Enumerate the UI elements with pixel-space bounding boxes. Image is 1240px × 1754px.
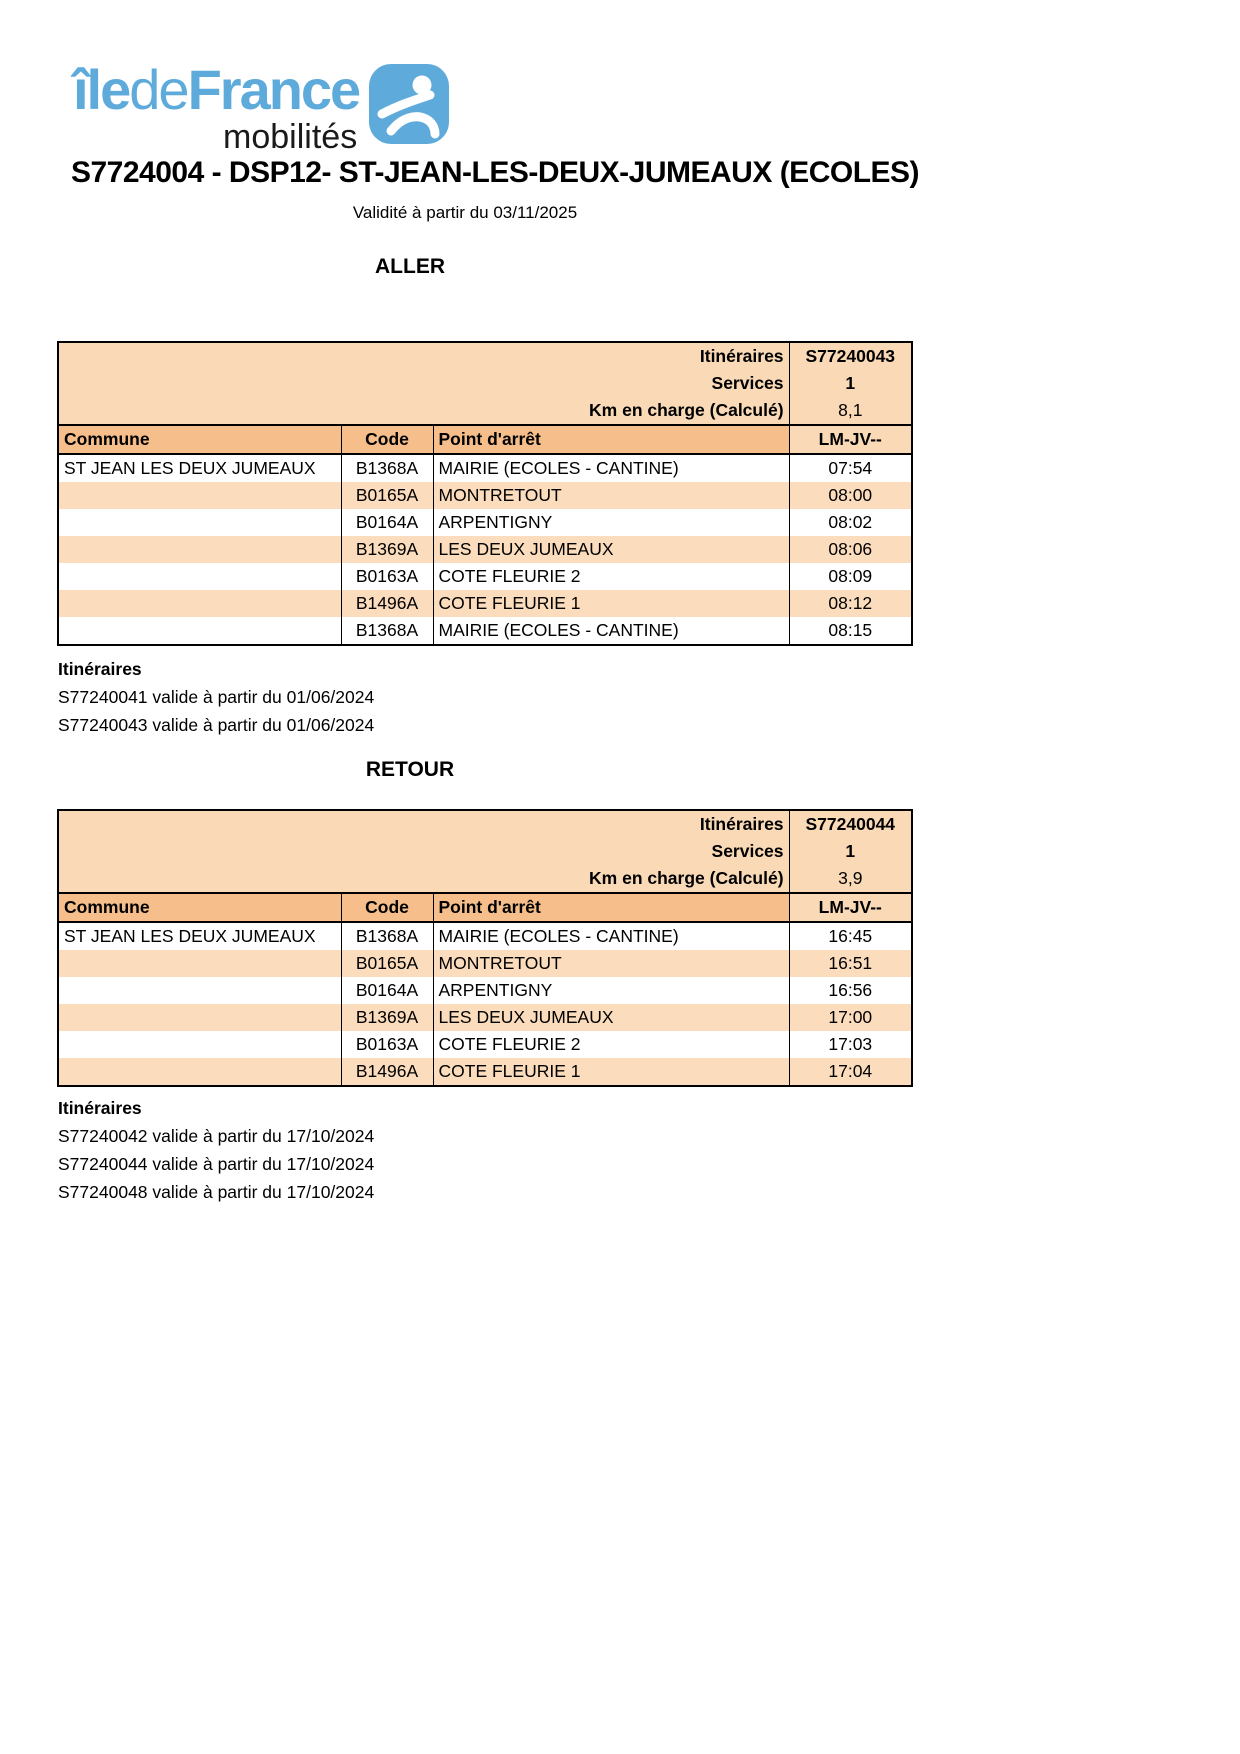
cell-commune	[58, 1058, 341, 1086]
itineraires-notes	[58, 683, 374, 739]
cell-commune	[58, 1004, 341, 1031]
table-row	[58, 950, 912, 977]
column-header-commune: Commune	[58, 893, 341, 922]
cell-time: 08:15	[789, 617, 912, 645]
table-row	[58, 536, 912, 563]
services-value: 1	[845, 373, 856, 393]
cell-code: B1496A	[341, 590, 433, 617]
cell-commune	[58, 482, 341, 509]
cell-stop: LES DEUX JUMEAUX	[433, 536, 789, 563]
table-row	[58, 563, 912, 590]
cell-time: 17:04	[789, 1058, 912, 1086]
cell-stop: MONTRETOUT	[433, 482, 789, 509]
column-header-days: LM-JV--	[789, 893, 912, 922]
cell-code: B0165A	[341, 950, 433, 977]
cell-time: 08:09	[789, 563, 912, 590]
retour-column-header-row	[58, 893, 912, 922]
meta-values-cell	[789, 342, 912, 425]
cell-code: B1369A	[341, 536, 433, 563]
cell-stop: LES DEUX JUMEAUX	[433, 1004, 789, 1031]
meta-label-km: Km en charge (Calculé)	[589, 868, 784, 888]
cell-time: 08:00	[789, 482, 912, 509]
cell-commune: ST JEAN LES DEUX JUMEAUX	[58, 454, 341, 482]
meta-labels-cell	[58, 810, 789, 893]
cell-time: 08:06	[789, 536, 912, 563]
cell-commune	[58, 536, 341, 563]
cell-time: 17:03	[789, 1031, 912, 1058]
retour-itineraires-block	[58, 1094, 374, 1206]
km-value: 8,1	[838, 400, 863, 420]
cell-commune	[58, 617, 341, 645]
cell-code: B0164A	[341, 509, 433, 536]
table-row	[58, 590, 912, 617]
itineraire-note: S77240042 valide à partir du 17/10/2024	[58, 1126, 375, 1146]
itineraires-heading: Itinéraires	[58, 659, 142, 679]
itineraire-value: S77240044	[805, 814, 896, 834]
cell-time: 07:54	[789, 454, 912, 482]
table-row	[58, 454, 912, 482]
cell-code: B0163A	[341, 563, 433, 590]
itineraire-note: S77240048 valide à partir du 17/10/2024	[58, 1182, 375, 1202]
cell-stop: MONTRETOUT	[433, 950, 789, 977]
logo-wordmark	[73, 58, 360, 156]
meta-label-km: Km en charge (Calculé)	[589, 400, 784, 420]
itineraires-heading: Itinéraires	[58, 1098, 142, 1118]
cell-code: B1368A	[341, 454, 433, 482]
column-header-code: Code	[341, 425, 433, 454]
cell-commune: ST JEAN LES DEUX JUMEAUX	[58, 922, 341, 950]
cell-code: B1368A	[341, 922, 433, 950]
validity-subtitle: Validité à partir du 03/11/2025	[352, 203, 578, 222]
cell-stop: COTE FLEURIE 1	[433, 590, 789, 617]
column-header-commune: Commune	[58, 425, 341, 454]
idf-mobilites-person-icon	[369, 64, 449, 144]
table-row	[58, 1031, 912, 1058]
cell-stop: COTE FLEURIE 1	[433, 1058, 789, 1086]
cell-time: 16:56	[789, 977, 912, 1004]
cell-commune	[58, 590, 341, 617]
itineraire-value: S77240043	[805, 346, 896, 366]
cell-commune	[58, 950, 341, 977]
retour-meta-row	[58, 810, 912, 893]
cell-commune	[58, 1031, 341, 1058]
cell-stop: ARPENTIGNY	[433, 509, 789, 536]
cell-stop: MAIRIE (ECOLES - CANTINE)	[433, 617, 789, 645]
logo-mobilites-text: mobilités	[223, 118, 358, 156]
meta-values-cell	[789, 810, 912, 893]
cell-time: 08:02	[789, 509, 912, 536]
table-row	[58, 1058, 912, 1086]
meta-label-services: Services	[711, 373, 784, 393]
cell-time: 17:00	[789, 1004, 912, 1031]
meta-label-itineraires: Itinéraires	[699, 814, 784, 834]
cell-time: 08:12	[789, 590, 912, 617]
logo-de-text: de	[129, 58, 188, 121]
table-row	[58, 1004, 912, 1031]
column-header-point-arret: Point d'arrêt	[433, 893, 789, 922]
cell-code: B0164A	[341, 977, 433, 1004]
km-value: 3,9	[838, 868, 863, 888]
table-row	[58, 977, 912, 1004]
cell-stop: COTE FLEURIE 2	[433, 563, 789, 590]
cell-commune	[58, 977, 341, 1004]
column-header-point-arret: Point d'arrêt	[433, 425, 789, 454]
itineraire-note: S77240044 valide à partir du 17/10/2024	[58, 1154, 375, 1174]
cell-commune	[58, 509, 341, 536]
logo-brand-line	[73, 58, 360, 121]
services-value: 1	[845, 841, 856, 861]
aller-table-body	[58, 454, 912, 645]
aller-meta-row	[58, 342, 912, 425]
meta-label-services: Services	[711, 841, 784, 861]
section-heading-retour: RETOUR	[365, 758, 455, 781]
cell-code: B1369A	[341, 1004, 433, 1031]
table-row	[58, 482, 912, 509]
logo-ile-text: île	[73, 58, 130, 121]
table-row	[58, 509, 912, 536]
retour-table-body	[58, 922, 912, 1086]
itineraires-notes	[58, 1122, 374, 1206]
aller-column-header-row	[58, 425, 912, 454]
cell-time: 16:45	[789, 922, 912, 950]
cell-stop: MAIRIE (ECOLES - CANTINE)	[433, 922, 789, 950]
column-header-code: Code	[341, 893, 433, 922]
section-heading-aller: ALLER	[375, 255, 445, 278]
ile-de-france-mobilites-logo	[73, 58, 449, 156]
aller-itineraires-block	[58, 655, 374, 739]
cell-time: 16:51	[789, 950, 912, 977]
logo-france-text: France	[187, 58, 360, 121]
cell-stop: COTE FLEURIE 2	[433, 1031, 789, 1058]
itineraire-note: S77240041 valide à partir du 01/06/2024	[58, 687, 375, 707]
cell-code: B0163A	[341, 1031, 433, 1058]
column-header-days: LM-JV--	[789, 425, 912, 454]
aller-timetable	[57, 341, 913, 646]
itineraire-note: S77240043 valide à partir du 01/06/2024	[58, 715, 375, 735]
table-row	[58, 617, 912, 645]
cell-code: B0165A	[341, 482, 433, 509]
cell-stop: ARPENTIGNY	[433, 977, 789, 1004]
table-row	[58, 922, 912, 950]
meta-labels-cell	[58, 342, 789, 425]
cell-code: B1496A	[341, 1058, 433, 1086]
cell-code: B1368A	[341, 617, 433, 645]
cell-commune	[58, 563, 341, 590]
meta-label-itineraires: Itinéraires	[699, 346, 784, 366]
cell-stop: MAIRIE (ECOLES - CANTINE)	[433, 454, 789, 482]
page-title: S7724004 - DSP12- ST-JEAN-LES-DEUX-JUMEAUX (ECOLES)	[70, 156, 920, 189]
retour-timetable	[57, 809, 913, 1087]
